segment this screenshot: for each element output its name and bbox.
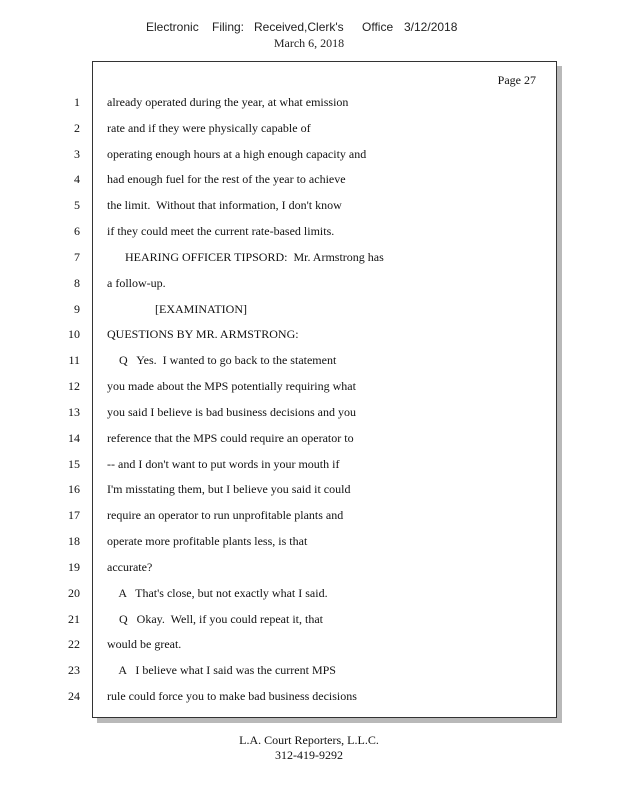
filing-stamp-office: Office (362, 20, 394, 34)
transcript-line-text: reference that the MPS could require an operator to (107, 431, 354, 445)
transcript-line-text: you said I believe is bad business decisions and you (107, 405, 356, 419)
line-number: 14 (68, 431, 80, 445)
line-number: 16 (68, 482, 80, 496)
line-number: 3 (74, 147, 80, 161)
line-number: 24 (68, 689, 80, 703)
line-number: 2 (74, 121, 80, 135)
line-number: 10 (68, 327, 80, 341)
transcript-line-text: would be great. (107, 637, 182, 651)
line-number: 18 (68, 534, 80, 548)
footer-company: L.A. Court Reporters, L.L.C. (239, 733, 379, 747)
line-number: 15 (68, 457, 80, 471)
page-number: Page 27 (497, 73, 536, 87)
transcript-line-text: A I believe what I said was the current MPS (107, 663, 336, 677)
line-number: 9 (74, 302, 80, 316)
transcript-line-text: Q Yes. I wanted to go back to the statement (107, 353, 337, 367)
transcript-line-text: operating enough hours at a high enough capacity and (107, 147, 367, 161)
line-number: 7 (74, 250, 80, 264)
transcript-line-text: rule could force you to make bad business decisions (107, 689, 357, 703)
transcript-line-text: I'm misstating them, but I believe you said it could (107, 482, 351, 496)
transcript-line-text: a follow-up. (107, 276, 166, 290)
filing-stamp-electronic: Electronic (146, 20, 199, 34)
filing-stamp-filing: Filing: (212, 20, 245, 34)
transcript-line-text: the limit. Without that information, I don't know (107, 198, 342, 212)
line-number: 21 (68, 612, 80, 626)
transcript-line-text: operate more profitable plants less, is that (107, 534, 308, 548)
line-number: 23 (68, 663, 80, 677)
filing-stamp-date: 3/12/2018 (404, 20, 458, 34)
line-number: 8 (74, 276, 80, 290)
line-number: 6 (74, 224, 80, 238)
transcript-date: March 6, 2018 (273, 36, 345, 50)
transcript-line-text: require an operator to run unprofitable plants and (107, 508, 344, 522)
line-number: 1 (74, 95, 80, 109)
line-number: 19 (68, 560, 80, 574)
transcript-line-text: A That's close, but not exactly what I said. (107, 586, 328, 600)
line-number: 4 (74, 172, 80, 186)
transcript-line-text: accurate? (107, 560, 153, 574)
line-number: 5 (74, 198, 80, 212)
footer-phone: 312-419-9292 (275, 748, 343, 762)
transcript-line-text: -- and I don't want to put words in your mouth if (107, 457, 340, 471)
transcript-line-text: if they could meet the current rate-based limits. (107, 224, 335, 238)
line-number: 13 (68, 405, 80, 419)
line-number: 12 (68, 379, 80, 393)
transcript-line-text: HEARING OFFICER TIPSORD: Mr. Armstrong has (107, 250, 384, 264)
line-number: 22 (68, 637, 80, 651)
transcript-line-text: rate and if they were physically capable of (107, 121, 311, 135)
transcript-line-text: QUESTIONS BY MR. ARMSTRONG: (107, 327, 299, 341)
transcript-line-text: [EXAMINATION] (107, 302, 247, 316)
line-number: 20 (68, 586, 80, 600)
transcript-line-text: you made about the MPS potentially requiring what (107, 379, 356, 393)
transcript-line-text: already operated during the year, at what emission (107, 95, 349, 109)
line-number: 11 (68, 353, 80, 367)
line-number: 17 (68, 508, 80, 522)
transcript-line-text: Q Okay. Well, if you could repeat it, that (107, 612, 323, 626)
filing-stamp-received: Received,Clerk's (254, 20, 344, 34)
transcript-line-text: had enough fuel for the rest of the year to achieve (107, 172, 346, 186)
